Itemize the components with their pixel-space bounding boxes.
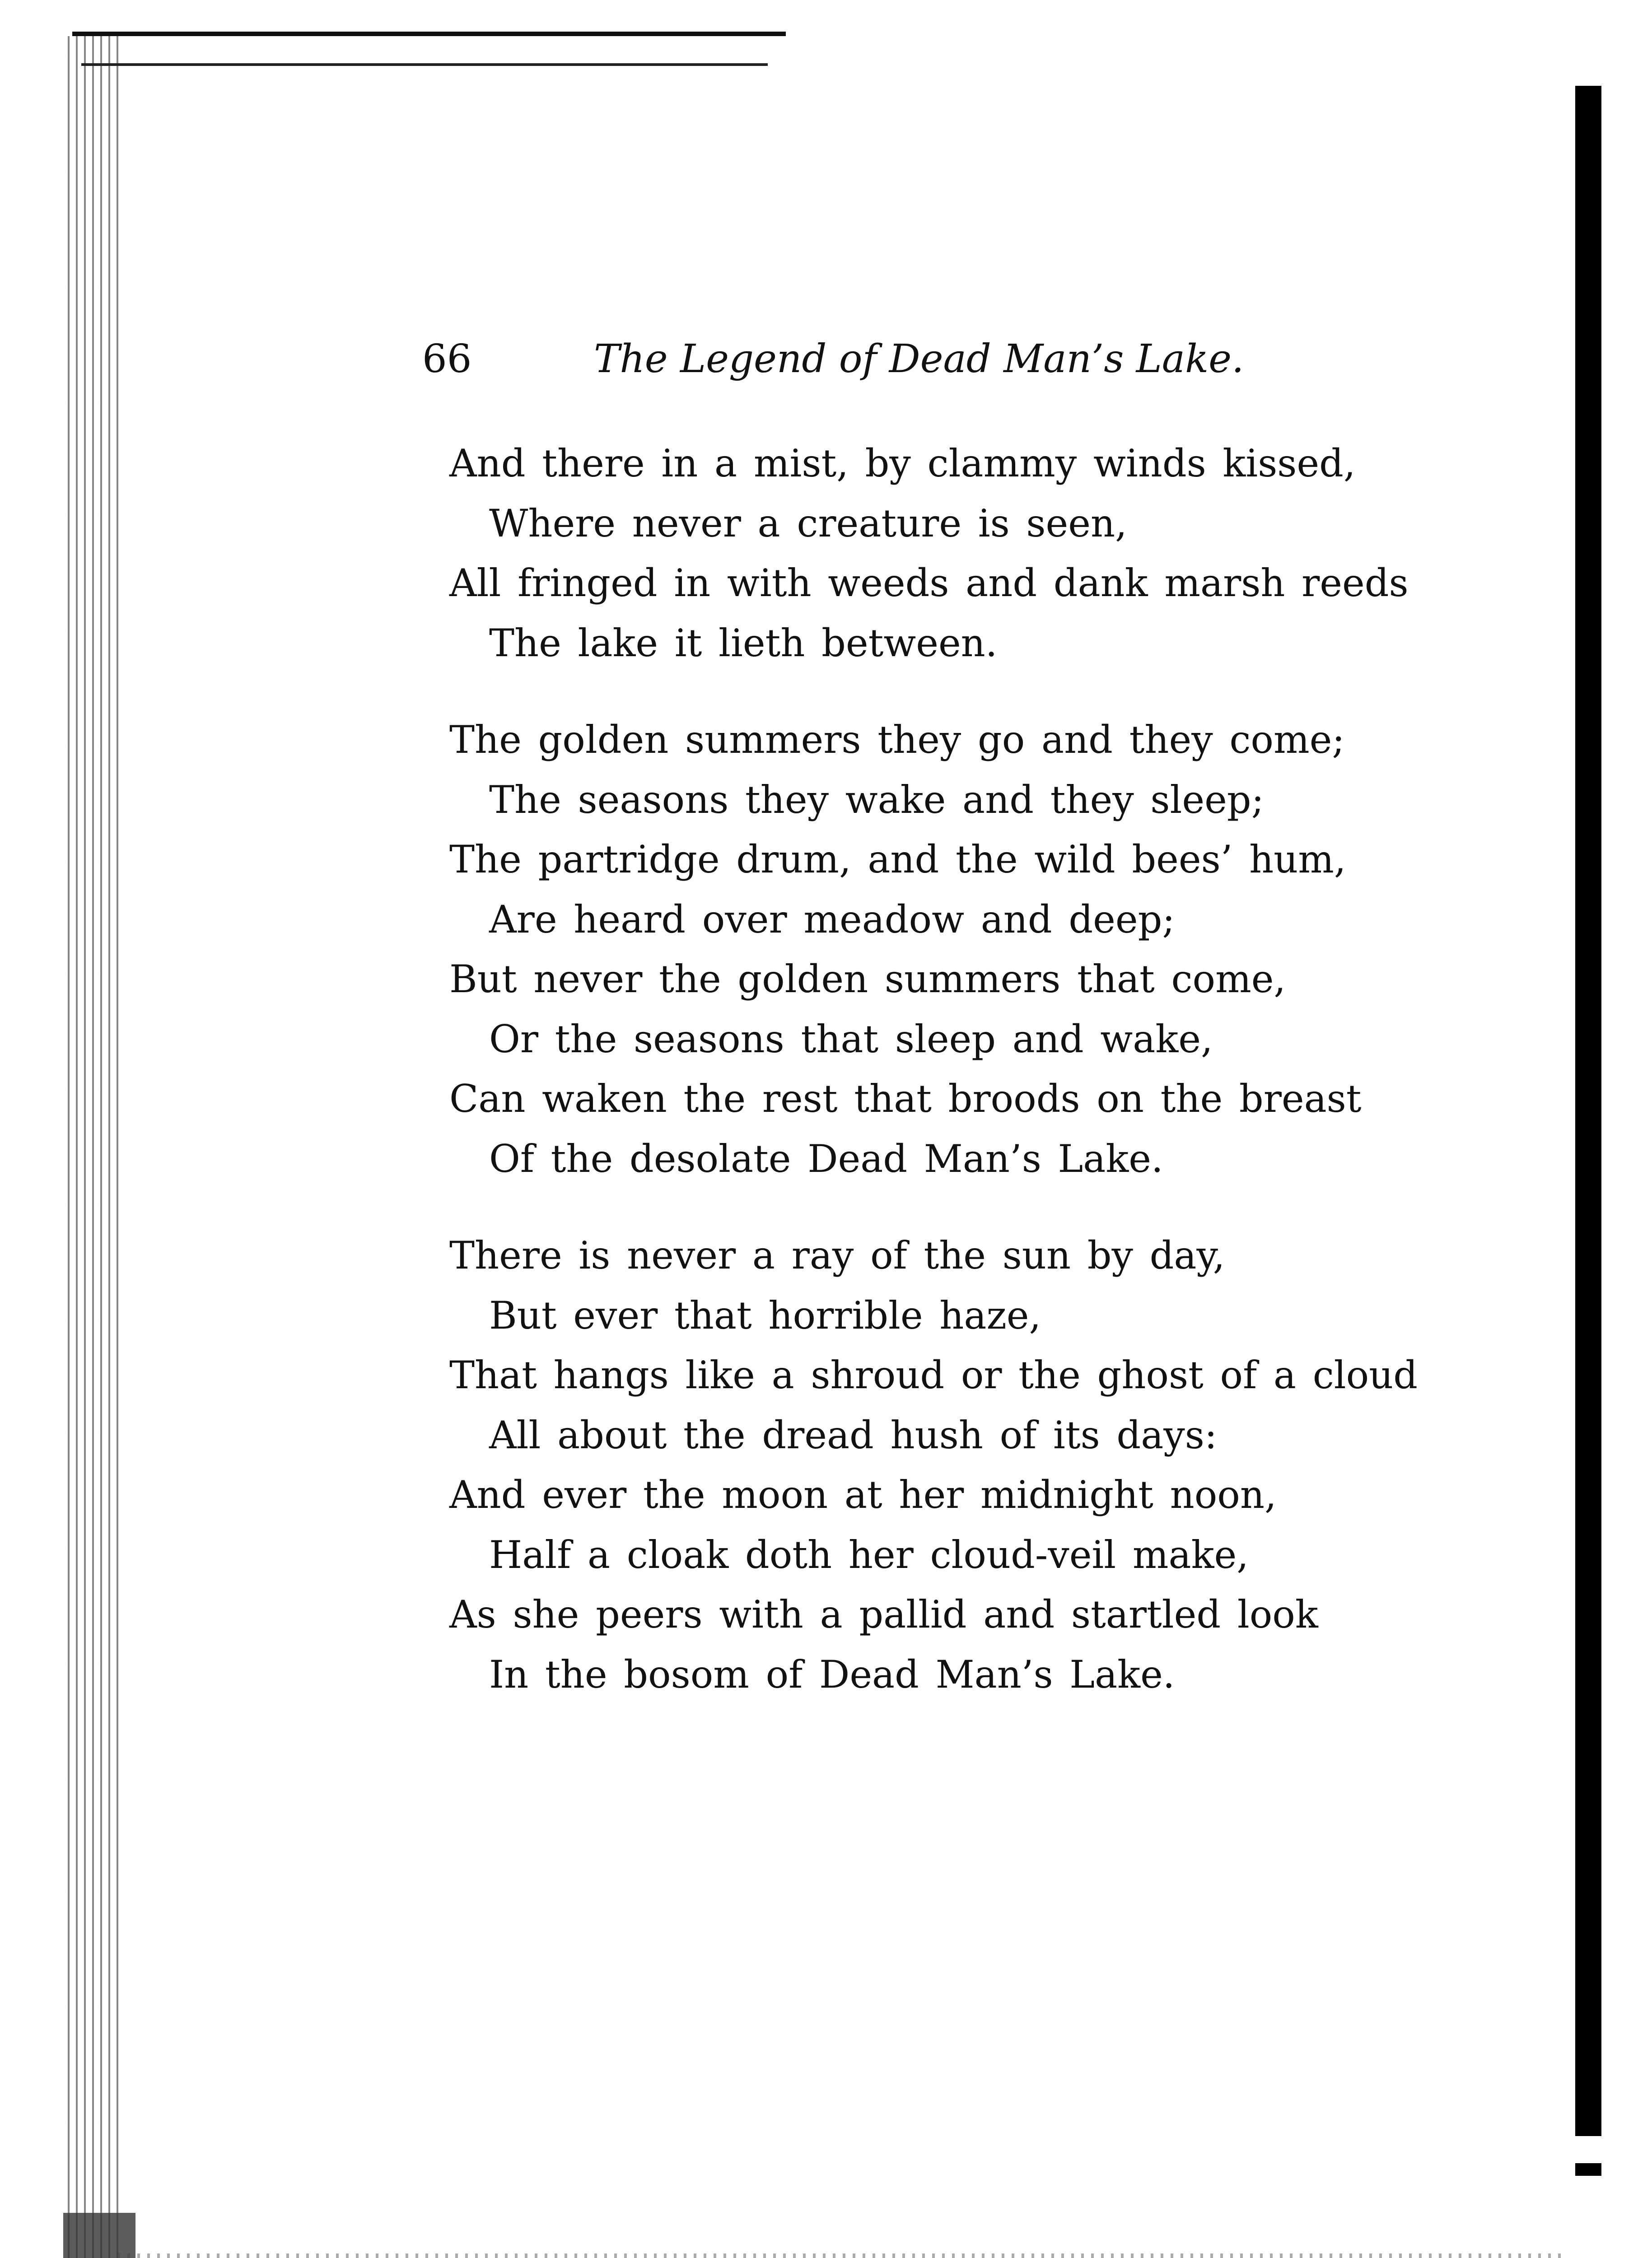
poem-body [449, 434, 1488, 1741]
stanza [449, 710, 1488, 1189]
poem-line: The partridge drum, and the wild bees’ hum, [449, 837, 1346, 882]
scan-right-edge-bar [1575, 86, 1601, 2136]
poem-line: In the bosom of Dead Man’s Lake. [489, 1652, 1175, 1697]
poem-line: The seasons they wake and they sleep; [489, 777, 1264, 822]
poem-line: All about the dread hush of its days: [489, 1413, 1218, 1457]
page-number: 66 [422, 336, 472, 382]
poem-line: Half a cloak doth her cloud-veil make, [489, 1532, 1249, 1577]
poem-line: And ever the moon at her midnight noon, [449, 1473, 1277, 1517]
poem-line: That hangs like a shroud or the ghost of a cloud [449, 1353, 1418, 1397]
poem-line: But ever that horrible haze, [489, 1293, 1041, 1338]
poem-line: Of the desolate Dead Man’s Lake. [489, 1136, 1163, 1181]
scan-right-edge-bar-tip [1575, 2163, 1601, 2176]
scan-top-rule [72, 32, 786, 36]
stanza [449, 434, 1488, 673]
running-head [422, 332, 1325, 386]
stanza [449, 1226, 1488, 1704]
poem-line: All fringed in with weeds and dank marsh reeds [449, 561, 1409, 605]
poem-line: Are heard over meadow and deep; [489, 897, 1175, 942]
scan-left-binding-edge [68, 36, 122, 2258]
poem-line: The golden summers they go and they come; [449, 718, 1345, 762]
scan-left-corner-artifact [63, 2213, 135, 2258]
scan-bottom-edge [117, 2253, 1563, 2258]
poem-line: Or the seasons that sleep and wake, [489, 1017, 1213, 1061]
running-title: The Legend of Dead Man’s Lake. [594, 336, 1244, 382]
scan-top-rule-secondary [81, 63, 768, 66]
poem-line: The lake it lieth between. [489, 620, 998, 665]
poem-line: There is never a ray of the sun by day, [449, 1233, 1225, 1278]
poem-line: Can waken the rest that broods on the breast [449, 1077, 1362, 1121]
poem-line: But never the golden summers that come, [449, 957, 1286, 1001]
poem-line: And there in a mist, by clammy winds kissed, [449, 441, 1356, 485]
poem-line: Where never a creature is seen, [489, 501, 1127, 546]
poem-line: As she peers with a pallid and startled look [449, 1592, 1318, 1637]
